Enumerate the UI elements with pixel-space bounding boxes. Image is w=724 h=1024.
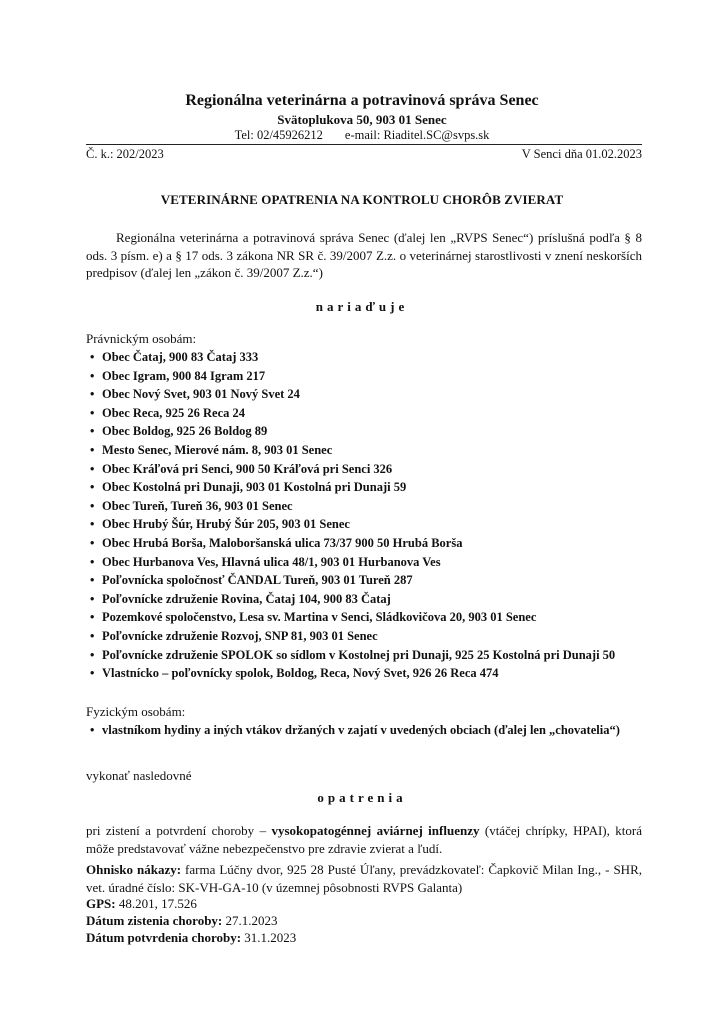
list-item: • Obec Reca, 925 26 Reca 24: [86, 404, 642, 423]
disease-name: vysokopatogénnej aviárnej influenzy: [271, 823, 480, 838]
gps-label: GPS:: [86, 896, 116, 911]
nariaduje-heading: nariaďuje: [315, 299, 409, 314]
list-item: • vlastníkom hydiny a iných vtákov držaných v zajatí v uvedených obciach (ďalej len „chovatelia“): [86, 721, 642, 739]
outbreak-paragraph: [86, 861, 642, 896]
phone: Tel: 02/45926212: [234, 128, 323, 142]
detection-date-line: [86, 912, 278, 929]
document-title: VETERINÁRNE OPATRENIA NA KONTROLU CHORÔB ZVIERAT: [160, 192, 564, 207]
intro-paragraph: Regionálna veterinárna a potravinová správa Senec (ďalej len „RVPS Senec“) príslušná podľa § 8 ods. 3 písm. e) a § 17 ods. 3 zákona NR SR č. 39/2007 Z.z. o veterinárnej starostlivosti v znení neskorších predpisov (ďalej len „zákon č. 39/2007 Z.z.“): [86, 230, 642, 280]
list-item: • Obec Hrubý Šúr, Hrubý Šúr 205, 903 01 Senec: [86, 515, 642, 534]
confirmation-date-label: Dátum potvrdenia choroby:: [86, 930, 242, 945]
institution-address: Svätoplukova 50, 903 01 Senec: [277, 112, 447, 127]
gps-line: [86, 895, 197, 912]
place-date: V Senci dňa 01.02.2023: [521, 147, 642, 161]
list-item: • Obec Nový Svet, 903 01 Nový Svet 24: [86, 385, 642, 404]
opatrenia-heading: opatrenia: [317, 790, 407, 805]
vykonat-text: vykonať nasledovné: [86, 768, 192, 783]
disease-paragraph: [86, 822, 642, 857]
list-item: • Pozemkové spoločenstvo, Lesa sv. Martina v Senci, Sládkovičova 20, 903 01 Senec: [86, 608, 642, 627]
gps-value: 48.201, 17.526: [115, 896, 197, 911]
natural-persons-label: Fyzickým osobám:: [86, 704, 186, 719]
confirmation-date-value: 31.1.2023: [241, 930, 297, 945]
list-item: • Obec Hrubá Borša, Maloboršanská ulica 73/37 900 50 Hrubá Borša: [86, 534, 642, 553]
header-divider: [86, 144, 642, 145]
disease-suffix: (vtáčej chrípky, HPAI), ktorá môže predstavovať vážne nebezpečenstvo pre zdravie zvierat a ľudí.: [86, 823, 642, 856]
list-item: • Poľovnícke združenie Rovina, Čataj 104, 900 83 Čataj: [86, 590, 642, 609]
list-item: • Obec Igram, 900 84 Igram 217: [86, 367, 642, 386]
legal-persons-label: Právnickým osobám:: [86, 331, 197, 346]
list-item: • Obec Čataj, 900 83 Čataj 333: [86, 348, 642, 367]
list-item: • Obec Kostolná pri Dunaji, 903 01 Kostolná pri Dunaji 59: [86, 478, 642, 497]
list-item: • Mesto Senec, Mierové nám. 8, 903 01 Senec: [86, 441, 642, 460]
contact-line: [0, 128, 724, 143]
disease-prefix: pri zistení a potvrdení choroby –: [86, 823, 272, 838]
detection-date-label: Dátum zistenia choroby:: [86, 913, 223, 928]
confirmation-date-line: [86, 929, 296, 946]
reference-number: Č. k.: 202/2023: [86, 147, 164, 161]
outbreak-text: farma Lúčny dvor, 925 28 Pusté Úľany, prevádzkovateľ: Čapkovič Milan Ing., - SHR, vet. úradné číslo: SK-VH-GA-10 (v územnej pôsobnosti RVPS Galanta): [86, 862, 642, 895]
list-item: • Poľovnícke združenie SPOLOK so sídlom v Kostolnej pri Dunaji, 925 25 Kostolná pri Dunaji 50: [86, 646, 642, 665]
natural-persons-list: [86, 721, 642, 739]
list-item: • Obec Hurbanova Ves, Hlavná ulica 48/1, 903 01 Hurbanova Ves: [86, 553, 642, 572]
list-item: • Vlastnícko – poľovnícky spolok, Boldog, Reca, Nový Svet, 926 26 Reca 474: [86, 664, 642, 683]
list-item: • Poľovnícka spoločnosť ČANDAL Tureň, 903 01 Tureň 287: [86, 571, 642, 590]
list-item: • Obec Boldog, 925 26 Boldog 89: [86, 422, 642, 441]
detection-date-value: 27.1.2023: [222, 913, 278, 928]
outbreak-label: Ohnisko nákazy:: [86, 862, 182, 877]
list-item: • Obec Kráľová pri Senci, 900 50 Kráľová pri Senci 326: [86, 460, 642, 479]
email: e-mail: Riaditel.SC@svps.sk: [344, 128, 490, 142]
list-item: • Obec Tureň, Tureň 36, 903 01 Senec: [86, 497, 642, 516]
institution-name: Regionálna veterinárna a potravinová správa Senec: [185, 92, 539, 109]
legal-persons-list: [86, 348, 642, 683]
list-item: • Poľovnícke združenie Rozvoj, SNP 81, 903 01 Senec: [86, 627, 642, 646]
